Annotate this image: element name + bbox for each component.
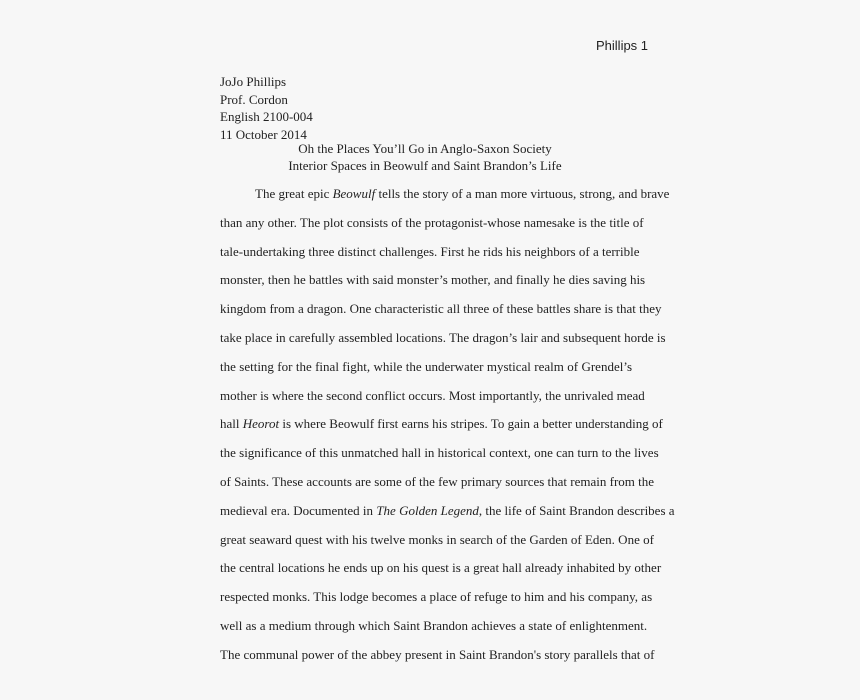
body-line: monster, then he battles with said monster’s mother, and finally he dies saving his	[220, 272, 646, 288]
title-line-2: Interior Spaces in Beowulf and Saint Brandon’s Life	[288, 158, 562, 173]
body-line	[220, 180, 670, 209]
essay-date: 11 October 2014	[220, 126, 307, 142]
essay-body	[220, 180, 675, 670]
essay-title	[220, 140, 630, 174]
body-line: of Saints. These accounts are some of the few primary sources that remain from the	[220, 473, 655, 489]
author-name: JoJo Phillips	[220, 74, 287, 89]
text-run: is where Beowulf first earns his stripes. To gain a better understanding of	[279, 416, 663, 432]
body-line	[220, 497, 675, 526]
body-line: mother is where the second conflict occurs. Most importantly, the unrivaled mead	[220, 387, 645, 403]
body-line: The communal power of the abbey present in Saint Brandon's story parallels that of	[220, 646, 655, 662]
work-title: Beowulf	[332, 186, 376, 201]
body-line: take place in carefully assembled locations. The dragon’s lair and subsequent horde is	[220, 329, 666, 345]
body-line	[220, 410, 663, 439]
text-run: tells the story of a man more virtuous, strong, and brave	[375, 186, 670, 201]
body-line: well as a medium through which Saint Brandon achieves a state of enlightenment.	[220, 617, 648, 633]
body-line: respected monks. This lodge becomes a place of refuge to him and his company, as	[220, 589, 653, 605]
title-line-1: Oh the Places You’ll Go in Anglo-Saxon Society	[298, 141, 552, 156]
body-line: than any other. The plot consists of the protagonist-whose namesake is the title of	[220, 214, 644, 230]
running-head: Phillips 1	[596, 38, 649, 53]
body-line: great seaward quest with his twelve monks in search of the Garden of Eden. One of	[220, 531, 654, 547]
body-line: the significance of this unmatched hall in historical context, one can turn to the lives	[220, 445, 659, 461]
work-title: The Golden Legend	[376, 502, 479, 518]
text-run: The great epic	[255, 186, 333, 201]
text-run: , the life of Saint Brandon describes a	[478, 502, 675, 518]
professor-name: Prof. Cordon	[220, 91, 288, 107]
body-line: the setting for the final fight, while the underwater mystical realm of Grendel’s	[220, 358, 632, 374]
text-run: medieval era. Documented in	[220, 502, 377, 518]
place-name: Heorot	[242, 416, 280, 432]
body-line: tale-undertaking three distinct challenges. First he rids his neighbors of a terrible	[220, 243, 640, 259]
course-name: English 2100-004	[220, 109, 313, 124]
mla-heading	[220, 73, 313, 143]
text-run: hall	[220, 416, 243, 432]
body-line: kingdom from a dragon. One characteristic all three of these battles share is that they	[220, 301, 662, 317]
body-line: the central locations he ends up on his quest is a great hall already inhabited by other	[220, 560, 662, 576]
